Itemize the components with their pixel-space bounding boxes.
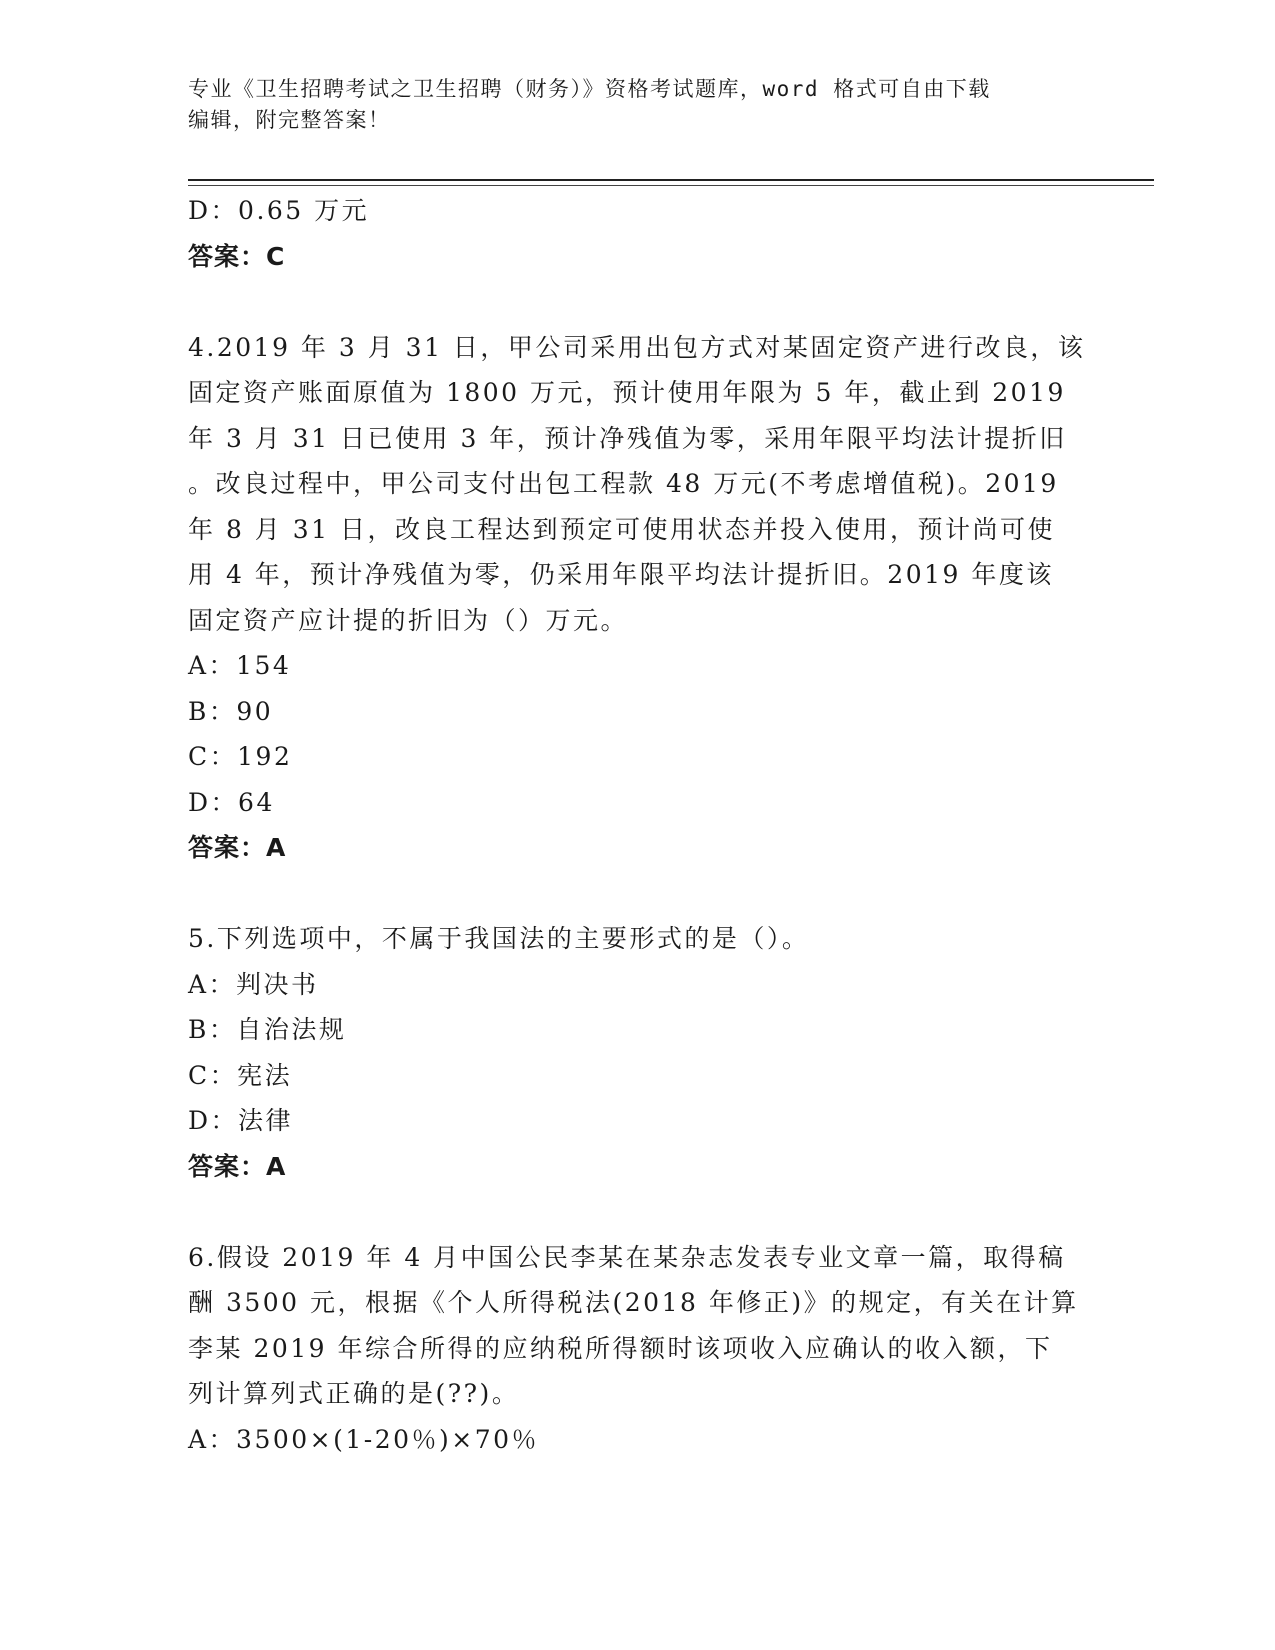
document-header	[188, 74, 1078, 136]
question-4-text-line: 。改良过程中，甲公司支付出包工程款 48 万元(不考虑增值税)。2019	[188, 469, 1059, 498]
question-6-text-line: 6.假设 2019 年 4 月中国公民李某在某杂志发表专业文章一篇，取得稿	[188, 1242, 1066, 1272]
document-body	[188, 188, 1088, 1462]
question-4-text-line: 固定资产应计提的折旧为（）万元。	[188, 605, 629, 635]
question-5-option-c: C：宪法	[188, 1060, 293, 1090]
question-5-option-a: A：判决书	[188, 969, 319, 999]
spacer	[188, 871, 1088, 917]
question-6-text-line: 酬 3500 元，根据《个人所得税法(2018 年修正)》的规定，有关在计算	[188, 1288, 1079, 1317]
question-4-text-line: 用 4 年，预计净残值为零，仍采用年限平均法计提折旧。2019 年度该	[188, 560, 1054, 589]
question-5-option-b: B：自治法规	[188, 1015, 347, 1044]
question-5-text-line: 5.下列选项中，不属于我国法的主要形式的是（）。	[188, 924, 810, 953]
question-4-option-b: B：90	[188, 696, 274, 726]
question-4-text-line: 4.2019 年 3 月 31 日，甲公司采用出包方式对某固定资产进行改良，该	[188, 332, 1086, 362]
spacer	[188, 1189, 1088, 1235]
question-4-text-line: 固定资产账面原值为 1800 万元，预计使用年限为 5 年，截止到 2019	[188, 378, 1066, 407]
question-4-option-d: D：64	[188, 787, 275, 817]
header-title-line-2: 编辑，附完整答案！	[188, 108, 391, 132]
question-6-text-line: 李某 2019 年综合所得的应纳税所得额时该项收入应确认的收入额，下	[188, 1333, 1053, 1363]
header-rule-thin	[188, 185, 1154, 186]
header-title-line-1: 专业《卫生招聘考试之卫生招聘（财务）》资格考试题库，word 格式可自由下载	[188, 77, 991, 101]
question-4-option-a: A：154	[188, 651, 292, 680]
prev-option-d: D：0.65 万元	[188, 196, 370, 225]
header-rule-thick	[188, 179, 1154, 181]
question-5	[188, 916, 1088, 1189]
question-5-option-d: D：法律	[188, 1106, 294, 1135]
spacer	[188, 279, 1088, 325]
question-4-option-c: C：192	[188, 742, 293, 771]
question-4-text-line: 年 3 月 31 日已使用 3 年，预计净残值为零，采用年限平均法计提折旧	[188, 423, 1067, 453]
prev-answer: 答案：C	[188, 241, 286, 271]
question-4-answer: 答案：A	[188, 833, 287, 862]
question-6-option-a: A：3500×(1-20％)×70％	[188, 1424, 540, 1454]
question-5-answer: 答案：A	[188, 1151, 287, 1181]
question-4-text-line: 年 8 月 31 日，改良工程达到预定可使用状态并投入使用，预计尚可使	[188, 514, 1056, 544]
question-6	[188, 1235, 1088, 1463]
question-6-text-line: 列计算列式正确的是(??)。	[188, 1379, 520, 1408]
question-4	[188, 325, 1088, 871]
